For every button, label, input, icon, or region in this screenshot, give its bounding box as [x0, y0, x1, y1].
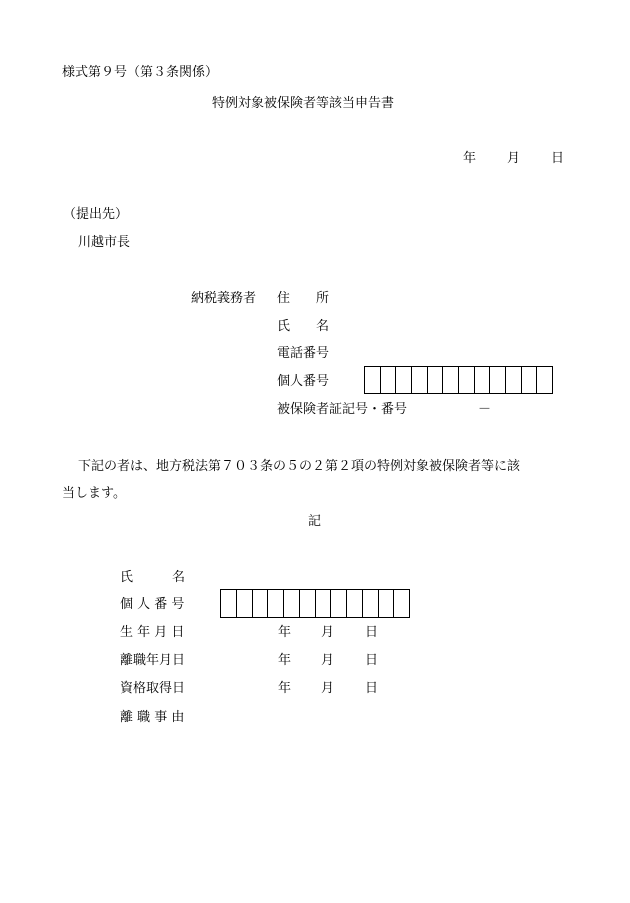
digit-box[interactable]: [506, 367, 522, 393]
date-month-label: 月: [507, 151, 521, 166]
birth-month-label: 月: [321, 625, 335, 640]
taxpayer-phone-label: 電話番号: [277, 346, 330, 361]
birth-year-label: 年: [278, 625, 292, 640]
qualification-date-label: 資格取得日: [120, 681, 186, 696]
separation-reason-label: 離 職 事 由: [120, 710, 185, 725]
birth-date-label: 生 年 月 日: [120, 625, 185, 640]
separation-month-label: 月: [321, 653, 335, 668]
digit-box[interactable]: [537, 367, 552, 393]
digit-box[interactable]: [237, 590, 253, 617]
digit-box[interactable]: [347, 590, 363, 617]
taxpayer-personal-number-grid[interactable]: [364, 366, 553, 394]
digit-box[interactable]: [428, 367, 444, 393]
digit-box[interactable]: [363, 590, 379, 617]
date-year-label: 年: [463, 151, 477, 166]
digit-box[interactable]: [253, 590, 269, 617]
digit-box[interactable]: [443, 367, 459, 393]
digit-box[interactable]: [365, 367, 381, 393]
digit-box[interactable]: [396, 367, 412, 393]
digit-box[interactable]: [284, 590, 300, 617]
digit-box[interactable]: [300, 590, 316, 617]
digit-box[interactable]: [268, 590, 284, 617]
digit-box[interactable]: [412, 367, 428, 393]
taxpayer-personal-number-label: 個人番号: [277, 374, 330, 389]
taxpayer-name-label: 氏 名: [277, 319, 330, 334]
taxpayer-heading: 納税義務者: [191, 291, 257, 306]
insured-card-separator: －: [478, 402, 492, 417]
insured-card-label: 被保険者証記号・番号: [277, 402, 408, 417]
recipient: 川越市長: [78, 235, 131, 250]
separation-date-label: 離職年月日: [120, 653, 186, 668]
qualification-day-label: 日: [365, 681, 379, 696]
digit-box[interactable]: [381, 367, 397, 393]
subject-personal-number-label: 個 人 番 号: [120, 597, 185, 612]
digit-box[interactable]: [522, 367, 538, 393]
date-day-label: 日: [551, 151, 565, 166]
birth-day-label: 日: [365, 625, 379, 640]
digit-box[interactable]: [394, 590, 409, 617]
digit-box[interactable]: [475, 367, 491, 393]
separation-year-label: 年: [278, 653, 292, 668]
declaration-line-1: 下記の者は、地方税法第７０３条の５の２第２項の特例対象被保険者等に該: [78, 459, 521, 474]
subject-personal-number-grid[interactable]: [220, 589, 410, 618]
taxpayer-address-label: 住 所: [277, 291, 330, 306]
digit-box[interactable]: [490, 367, 506, 393]
digit-box[interactable]: [459, 367, 475, 393]
digit-box[interactable]: [221, 590, 237, 617]
separation-day-label: 日: [365, 653, 379, 668]
submit-to-label: （提出先）: [63, 207, 129, 222]
ki-heading: 記: [308, 514, 322, 529]
form-number: 様式第９号（第３条関係）: [62, 65, 219, 80]
digit-box[interactable]: [316, 590, 332, 617]
document-title: 特例対象被保険者等該当申告書: [212, 96, 395, 111]
subject-name-label: 氏 名: [120, 570, 186, 585]
digit-box[interactable]: [379, 590, 395, 617]
qualification-month-label: 月: [321, 681, 335, 696]
qualification-year-label: 年: [278, 681, 292, 696]
digit-box[interactable]: [331, 590, 347, 617]
declaration-line-2: 当します。: [62, 486, 126, 501]
